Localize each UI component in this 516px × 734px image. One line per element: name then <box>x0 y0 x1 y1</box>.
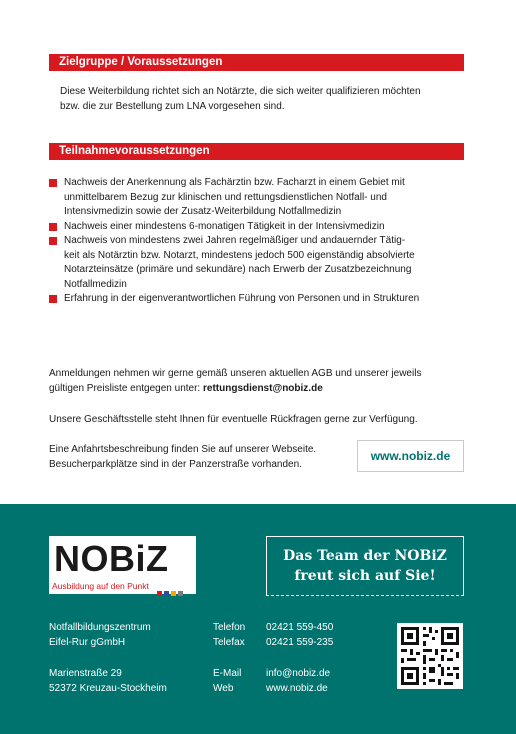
list-item <box>49 220 469 235</box>
email-link[interactable]: info@nobiz.de <box>266 668 331 679</box>
nobiz-logo <box>49 536 196 594</box>
address-line: Marienstraße 29 <box>49 668 122 679</box>
list-item <box>49 176 469 220</box>
contact-labels-web <box>213 667 241 696</box>
section-heading-requirements: Teilnahmevoraussetzungen <box>49 143 464 160</box>
requirements-list <box>49 176 469 307</box>
email-label: E-Mail <box>213 668 242 679</box>
list-item-line: Nachweis von mindestens zwei Jahren regelmäßiger und andauernder Tätig- <box>64 235 406 246</box>
list-item-line: Notfallmedizin <box>64 278 127 290</box>
list-item <box>49 292 469 307</box>
bullet-square-icon <box>49 179 57 187</box>
logo-square-yellow <box>171 591 176 596</box>
list-item-line: keit als Notärztin bzw. Notarzt, mindestens jedoch 500 eigenständig absolvierte <box>64 249 415 261</box>
team-line: freut sich auf Sie! <box>294 568 436 584</box>
list-item-line: Nachweis einer mindestens 6-monatigen Tätigkeit in der Intensivmedizin <box>64 220 385 232</box>
section-heading-target-group: Zielgruppe / Voraussetzungen <box>49 54 464 71</box>
fax-label: Telefax <box>213 636 245 648</box>
intro-paragraph <box>60 85 470 114</box>
office-paragraph: Unsere Geschäftsstelle steht Ihnen für eventuelle Rückfragen gerne zur Verfügung. <box>49 414 418 425</box>
team-line: Das Team der NOBiZ <box>283 548 447 564</box>
contact-values-web <box>266 667 330 696</box>
logo-square-red <box>157 591 162 596</box>
address-line: 52372 Kreuzau-Stockheim <box>49 682 167 694</box>
logo-color-squares <box>157 583 185 601</box>
registration-paragraph <box>49 367 469 396</box>
bullet-square-icon <box>49 223 57 231</box>
phone-label: Telefon <box>213 622 246 633</box>
bullet-square-icon <box>49 237 57 245</box>
logo-square-blue <box>164 591 169 596</box>
list-item-line: Erfahrung in der eigenverantwortlichen Führung von Personen und in Strukturen <box>64 293 420 304</box>
registration-line: gültigen Preisliste entgegen unter: <box>49 382 203 394</box>
qr-code-icon <box>397 623 463 689</box>
bullet-square-icon <box>49 295 57 303</box>
org-line: Notfallbildungszentrum <box>49 622 151 633</box>
web-label: Web <box>213 682 234 694</box>
logo-tagline: Ausbildung auf den Punkt <box>52 581 149 591</box>
list-item-line: Notarzteinsätze (primäre und sekundäre) nach Erwerb der Zusatzbezeichnung <box>64 264 412 275</box>
team-message-box <box>266 536 464 596</box>
phone-number[interactable]: 02421 559-450 <box>266 622 334 633</box>
website-button[interactable]: www.nobiz.de <box>357 440 464 472</box>
route-line: Eine Anfahrtsbeschreibung finden Sie auf unserer Webseite. <box>49 444 317 455</box>
contact-values-phone <box>266 621 333 650</box>
fax-number: 02421 559-235 <box>266 636 334 648</box>
logo-square-grey <box>178 591 183 596</box>
route-paragraph <box>49 443 359 472</box>
list-item-line: Intensivmedizin sowie der Zusatz-Weiterbildung Notfallmedizin <box>64 206 342 217</box>
address <box>49 667 167 696</box>
list-item-line: unmittelbarem Bezug zur klinischen und rettungsdienstlichen Notfall- und <box>64 191 387 203</box>
route-line: Besucherparkplätze sind in der Panzerstraße vorhanden. <box>49 458 302 470</box>
org-line: Eifel-Rur gGmbH <box>49 636 126 648</box>
contact-labels-phone <box>213 621 245 650</box>
footer <box>0 504 516 734</box>
website-link[interactable]: www.nobiz.de <box>266 682 328 694</box>
list-item <box>49 234 469 292</box>
organization-name <box>49 621 151 650</box>
intro-line: Diese Weiterbildung richtet sich an Notärzte, die sich weiter qualifizieren möchten <box>60 86 421 97</box>
qr-code-graphic <box>397 623 463 689</box>
list-item-line: Nachweis der Anerkennung als Fachärztin bzw. Facharzt in einem Gebiet mit <box>64 177 405 188</box>
intro-line: bzw. die zur Bestellung zum LNA vorgesehen sind. <box>60 100 285 112</box>
registration-line: Anmeldungen nehmen wir gerne gemäß unseren aktuellen AGB und unserer jeweils <box>49 368 422 379</box>
logo-wordmark: NOBiZ <box>54 538 169 579</box>
dashed-divider <box>266 595 464 596</box>
registration-email-link[interactable]: rettungsdienst@nobiz.de <box>203 382 323 394</box>
